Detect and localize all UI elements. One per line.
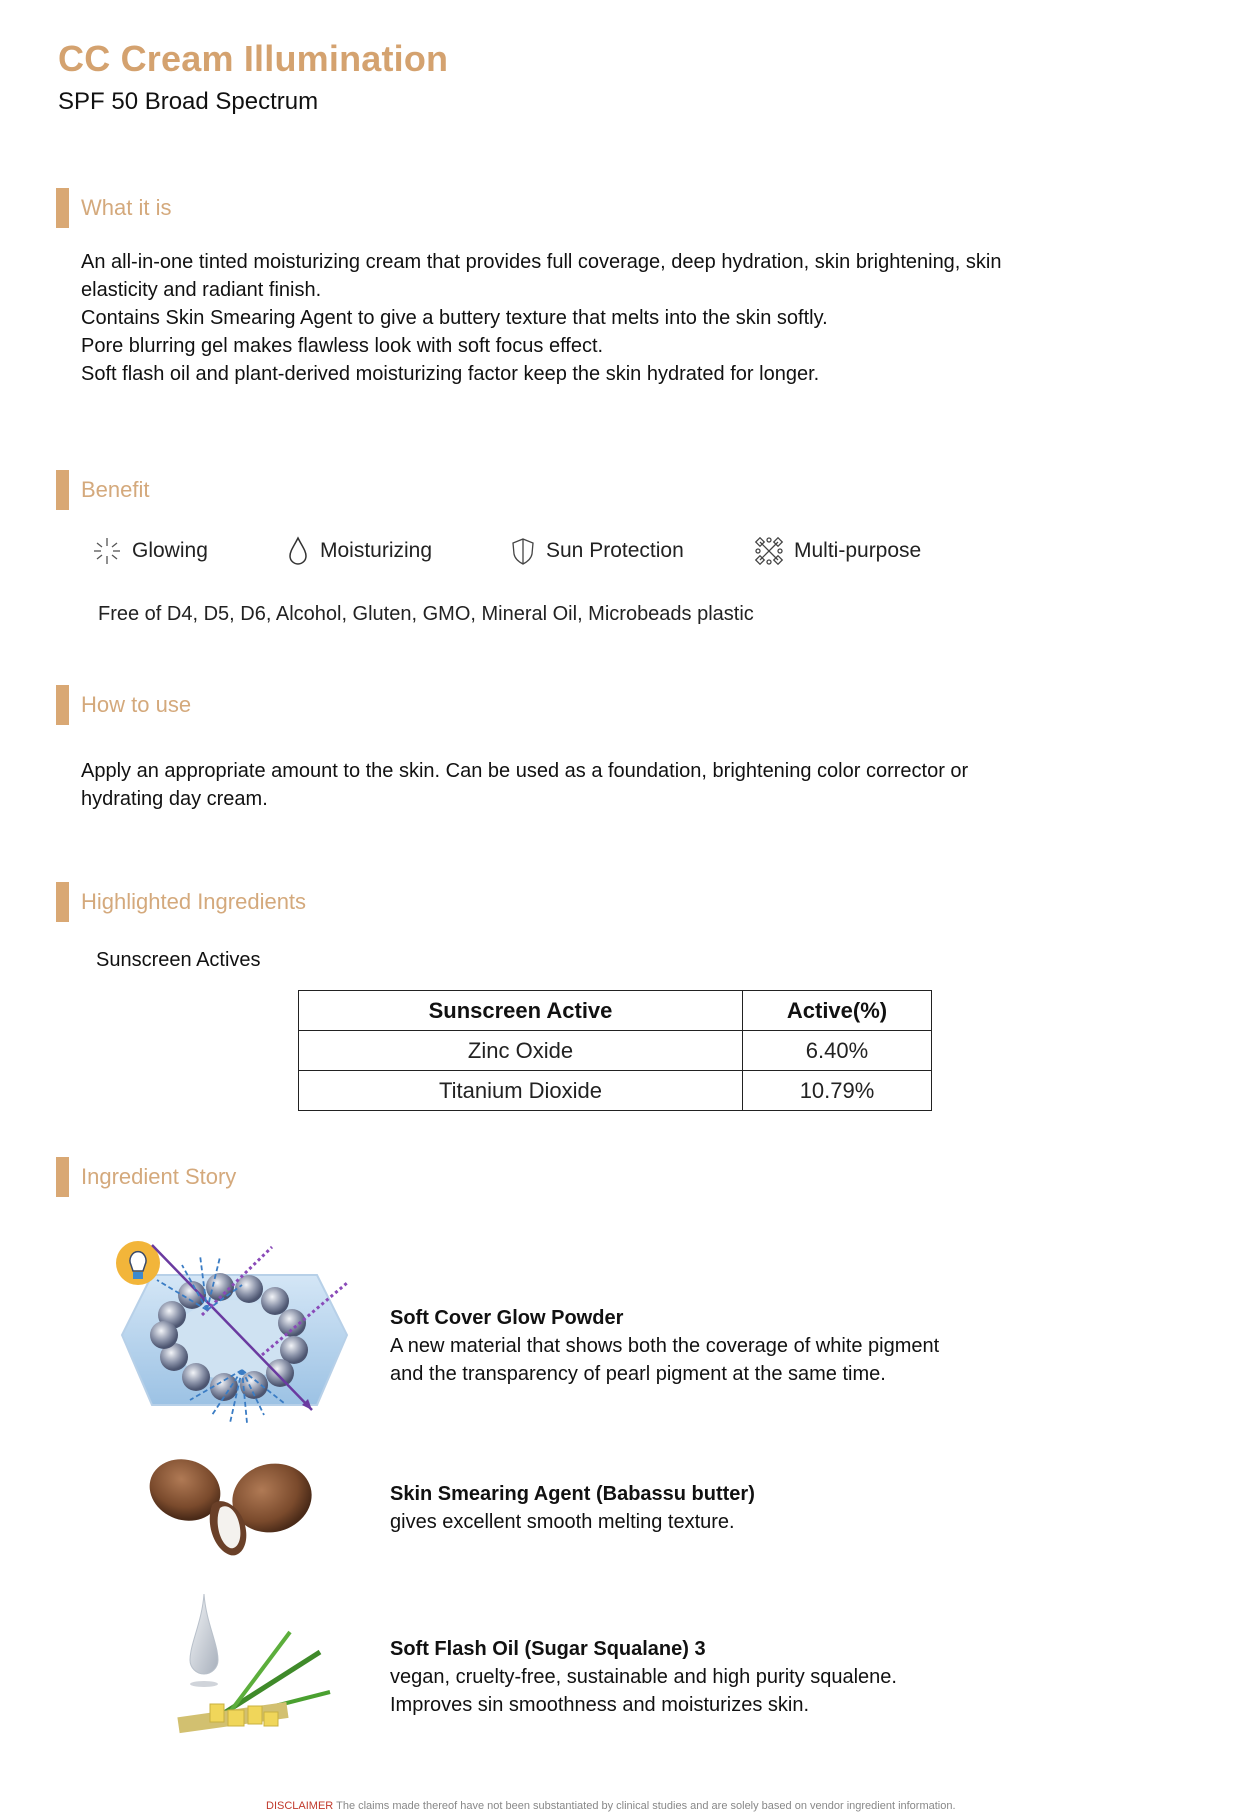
soft-cover-glow-powder-diagram — [112, 1235, 352, 1425]
description-line: Pore blurring gel makes flawless look with soft focus effect. — [81, 335, 604, 357]
multi-arrow-icon — [754, 536, 784, 566]
benefit-item-sun-protection — [510, 536, 754, 566]
section-header-highlighted-ingredients — [56, 882, 306, 922]
ingredient-story-item — [390, 1635, 1190, 1719]
description-line: Apply an appropriate amount to the skin. Can be used as a foundation, brightening color corrector or — [81, 760, 969, 782]
ingredient-title: Skin Smearing Agent (Babassu butter) — [390, 1483, 755, 1505]
sunscreen-actives-label: Sunscreen Actives — [96, 949, 261, 971]
section-accent-bar — [56, 1157, 69, 1197]
description-line: elasticity and radiant finish. — [81, 279, 322, 301]
section-accent-bar — [56, 470, 69, 510]
section-label: What it is — [81, 195, 172, 220]
benefit-label: Multi-purpose — [794, 539, 922, 562]
page-title: CC Cream Illumination — [58, 38, 449, 79]
table-row — [299, 1031, 932, 1071]
sparkle-icon — [92, 536, 122, 566]
section-header-how-to-use — [56, 685, 191, 725]
table-row — [299, 1071, 932, 1111]
section-label: Benefit — [81, 477, 150, 502]
ingredient-story-item — [390, 1480, 1190, 1536]
section-label: Highlighted Ingredients — [81, 889, 307, 914]
sunscreen-actives-table — [298, 990, 932, 1111]
table-cell: 10.79% — [743, 1071, 932, 1111]
ingredient-description-line: vegan, cruelty-free, sustainable and high purity squalene. — [390, 1666, 897, 1688]
section-header-ingredient-story — [56, 1157, 236, 1197]
table-cell: 6.40% — [743, 1031, 932, 1071]
benefit-label: Sun Protection — [546, 539, 684, 562]
what-it-is-description — [81, 248, 1181, 388]
disclaimer — [266, 1800, 956, 1812]
ingredient-story-item — [390, 1304, 1190, 1388]
page-subtitle: SPF 50 Broad Spectrum — [58, 88, 319, 115]
benefit-list — [92, 536, 921, 566]
section-label: Ingredient Story — [81, 1164, 237, 1189]
table-cell: Titanium Dioxide — [299, 1071, 743, 1111]
description-line: Soft flash oil and plant-derived moisturizing factor keep the skin hydrated for longer. — [81, 363, 820, 385]
section-accent-bar — [56, 188, 69, 228]
ingredient-title: Soft Flash Oil (Sugar Squalane) 3 — [390, 1638, 706, 1660]
table-header-cell: Active(%) — [743, 991, 932, 1031]
table-cell: Zinc Oxide — [299, 1031, 743, 1071]
how-to-use-description — [81, 757, 1181, 813]
benefit-item-multi-purpose — [754, 536, 921, 566]
benefit-label: Glowing — [132, 539, 208, 562]
section-header-benefit — [56, 470, 150, 510]
sugarcane-oil-drop-photo — [170, 1592, 340, 1742]
section-header-what-it-is — [56, 188, 171, 228]
ingredient-description-line: Improves sin smoothness and moisturizes skin. — [390, 1694, 810, 1716]
ingredient-description-line: A new material that shows both the coverage of white pigment — [390, 1335, 940, 1357]
ingredient-description-line: gives excellent smooth melting texture. — [390, 1511, 735, 1533]
shield-icon — [510, 536, 536, 566]
free-of-list: Free of D4, D5, D6, Alcohol, Gluten, GMO, Mineral Oil, Microbeads plastic — [98, 603, 754, 625]
droplet-icon — [286, 536, 310, 566]
benefit-item-glowing — [92, 536, 286, 566]
ingredient-title: Soft Cover Glow Powder — [390, 1307, 624, 1329]
benefit-item-moisturizing — [286, 536, 510, 566]
description-line: Contains Skin Smearing Agent to give a buttery texture that melts into the skin softly. — [81, 307, 828, 329]
description-line: hydrating day cream. — [81, 788, 268, 810]
disclaimer-tag: DISCLAIMER — [266, 1800, 334, 1812]
section-accent-bar — [56, 685, 69, 725]
section-accent-bar — [56, 882, 69, 922]
babassu-nuts-photo — [140, 1450, 330, 1570]
table-header-row — [299, 991, 932, 1031]
disclaimer-text: The claims made thereof have not been substantiated by clinical studies and are solely based on vendor ingredient information. — [333, 1800, 956, 1812]
benefit-label: Moisturizing — [320, 539, 433, 562]
description-line: An all-in-one tinted moisturizing cream that provides full coverage, deep hydration, skin brightening, skin — [81, 251, 1002, 273]
section-label: How to use — [81, 692, 192, 717]
ingredient-description-line: and the transparency of pearl pigment at the same time. — [390, 1363, 886, 1385]
table-header-cell: Sunscreen Active — [299, 991, 743, 1031]
